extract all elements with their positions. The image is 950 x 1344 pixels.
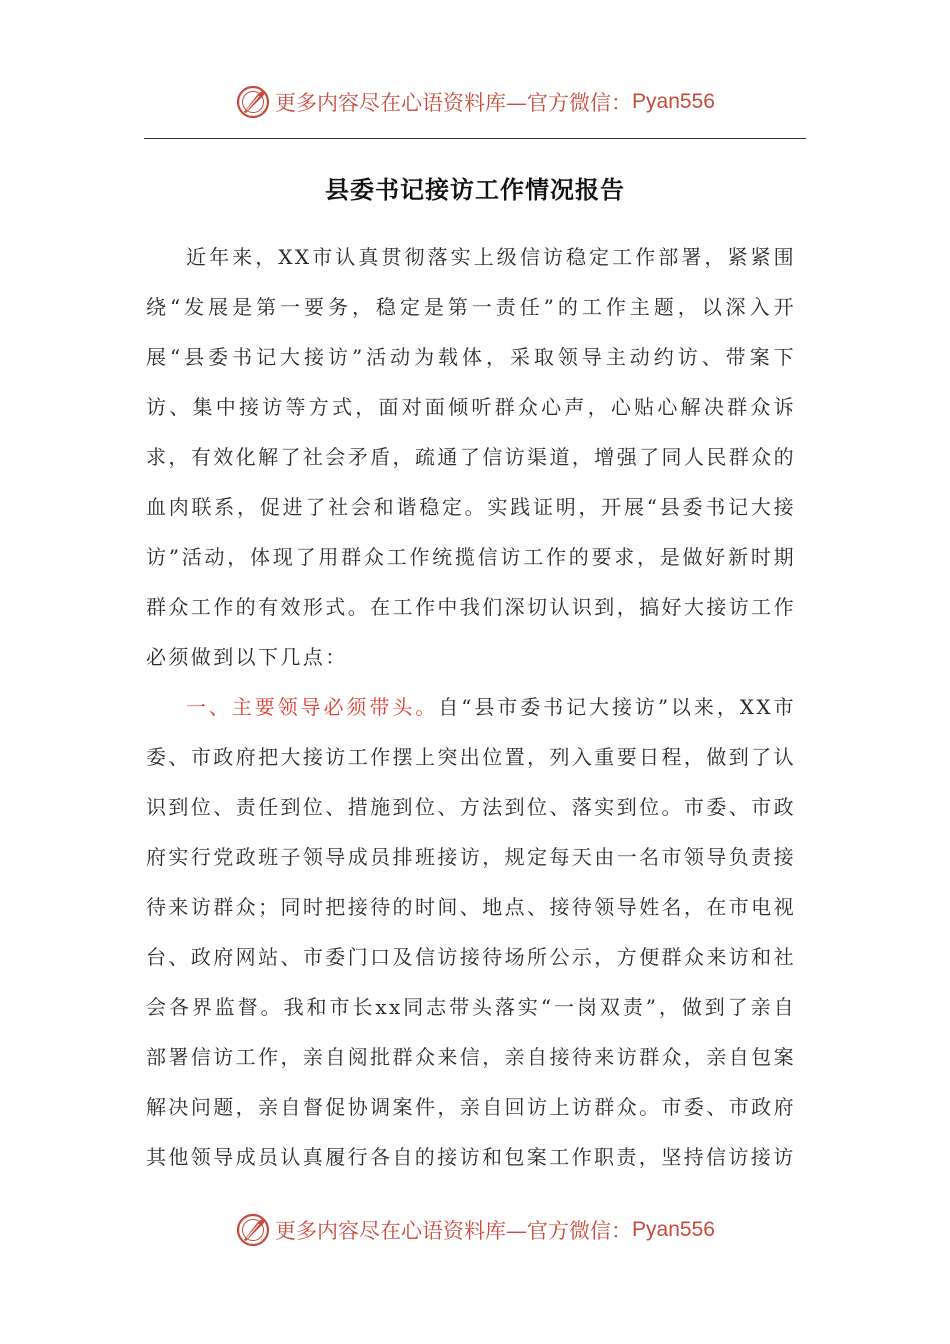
section-1-text: 自“县市委书记大接访”以来，XX市委、市政府把大接访工作摆上突出位置，列入重要日程，做到了认识到位、责任到位、措施到位、方法到位、落实到位。市委、市政府实行党政班子领导成员排班接访，规定每天由一名市领导负责接待来访群众；同时把接待的时间、地点、接待领导姓名，在市电视台、政府网站、市委门口及信访接待场所公示，方便群众来访和社会各界监督。我和市长xx同志带头落实“一岗双责”，做到了亲自部署信访工作，亲自阅批群众来信，亲自接待来访群众，亲自包案解决问题，亲自督促协调案件，亲自回访上访群众。市委、市政府其他领导成员认真履行各自的接访和包案工作职责，坚持信访接访 <box>146 695 796 1169</box>
wechat-id: Pyan556 <box>632 1218 715 1241</box>
document-body <box>146 232 796 1182</box>
banner-slogan: 更多内容尽在心语资料库—官方微信： <box>275 1219 633 1243</box>
document-title: 县委书记接访工作情况报告 <box>325 175 625 204</box>
header-banner <box>0 80 950 124</box>
header-divider <box>144 138 806 139</box>
section-1-heading: 一、主要领导必须带头。 <box>186 695 439 719</box>
banner-slogan: 更多内容尽在心语资料库—官方微信： <box>275 91 633 115</box>
intro-paragraph: 近年来，XX市认真贯彻落实上级信访稳定工作部署，紧紧围绕“发展是第一要务，稳定是第一责任”的工作主题，以深入开展“县委书记大接访”活动为载体，采取领导主动约访、带案下访、集中接访等方式，面对面倾听群众心声，心贴心解决群众诉求，有效化解了社会矛盾，疏通了信访渠道，增强了同人民群众的血肉联系，促进了社会和谐稳定。实践证明，开展“县委书记大接访”活动，体现了用群众工作统揽信访工作的要求，是做好新时期群众工作的有效形式。在工作中我们深切认识到，搞好大接访工作必须做到以下几点： <box>146 245 796 669</box>
wechat-id: Pyan556 <box>632 90 715 113</box>
section-1-paragraph <box>146 682 796 1182</box>
footer-banner <box>0 1208 950 1252</box>
quill-logo-icon <box>235 84 271 120</box>
quill-logo-icon <box>235 1212 271 1248</box>
